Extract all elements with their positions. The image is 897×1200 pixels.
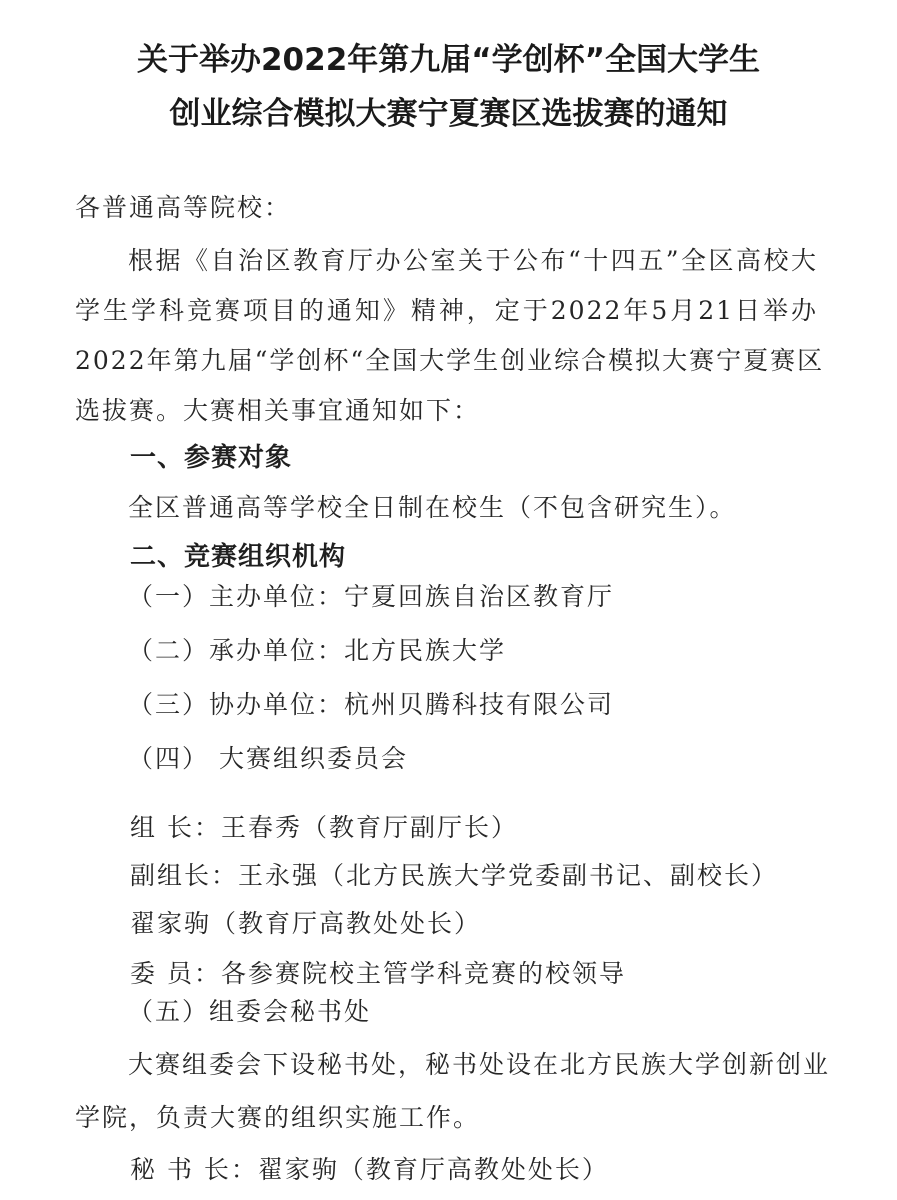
organizer-item-4: （四） 大赛组织委员会 xyxy=(128,744,408,773)
section-1-text: 全区普通高等学校全日制在校生（不包含研究生）。 xyxy=(128,493,737,522)
secretary-general: 秘 书 长：翟家驹（教育厅高教处处长） xyxy=(130,1155,609,1184)
committee-leader: 组 长：王春秀（教育厅副厅长） xyxy=(130,813,518,842)
committee-members: 委 员：各参赛院校主管学科竞赛的校领导 xyxy=(130,959,626,988)
secretariat-line-1: 大赛组委会下设秘书处，秘书处设在北方民族大学创新创业 xyxy=(128,1050,831,1079)
organizer-item-2: （二）承办单位：北方民族大学 xyxy=(128,636,507,665)
committee-deputy-leader: 副组长：王永强（北方民族大学党委副书记、副校长） xyxy=(130,861,779,890)
section-1-heading: 一、参赛对象 xyxy=(130,443,293,473)
secretariat-line-2: 学院，负责大赛的组织实施工作。 xyxy=(75,1103,481,1132)
title-line-1: 关于举办2022年第九届“学创杯”全国大学生 xyxy=(136,42,761,78)
intro-line-2: 学生学科竞赛项目的通知》精神，定于2022年5月21日举办 xyxy=(75,296,818,325)
title-line-2: 创业综合模拟大赛宁夏赛区选拔赛的通知 xyxy=(169,96,728,132)
intro-line-3: 2022年第九届“学创杯“全国大学生创业综合模拟大赛宁夏赛区 xyxy=(75,346,825,375)
committee-member-zhai: 翟家驹（教育厅高教处处长） xyxy=(130,909,482,938)
organizer-item-3: （三）协办单位：杭州贝腾科技有限公司 xyxy=(128,690,615,719)
organizer-item-1: （一）主办单位：宁夏回族自治区教育厅 xyxy=(128,582,615,611)
secretariat-heading: （五）组委会秘书处 xyxy=(128,997,372,1026)
intro-line-1: 根据《自治区教育厅办公室关于公布“十四五”全区高校大 xyxy=(128,246,818,275)
salutation: 各普通高等院校： xyxy=(75,193,292,222)
section-2-heading: 二、竞赛组织机构 xyxy=(130,542,347,572)
intro-line-4: 选拔赛。大赛相关事宜通知如下： xyxy=(75,396,481,425)
